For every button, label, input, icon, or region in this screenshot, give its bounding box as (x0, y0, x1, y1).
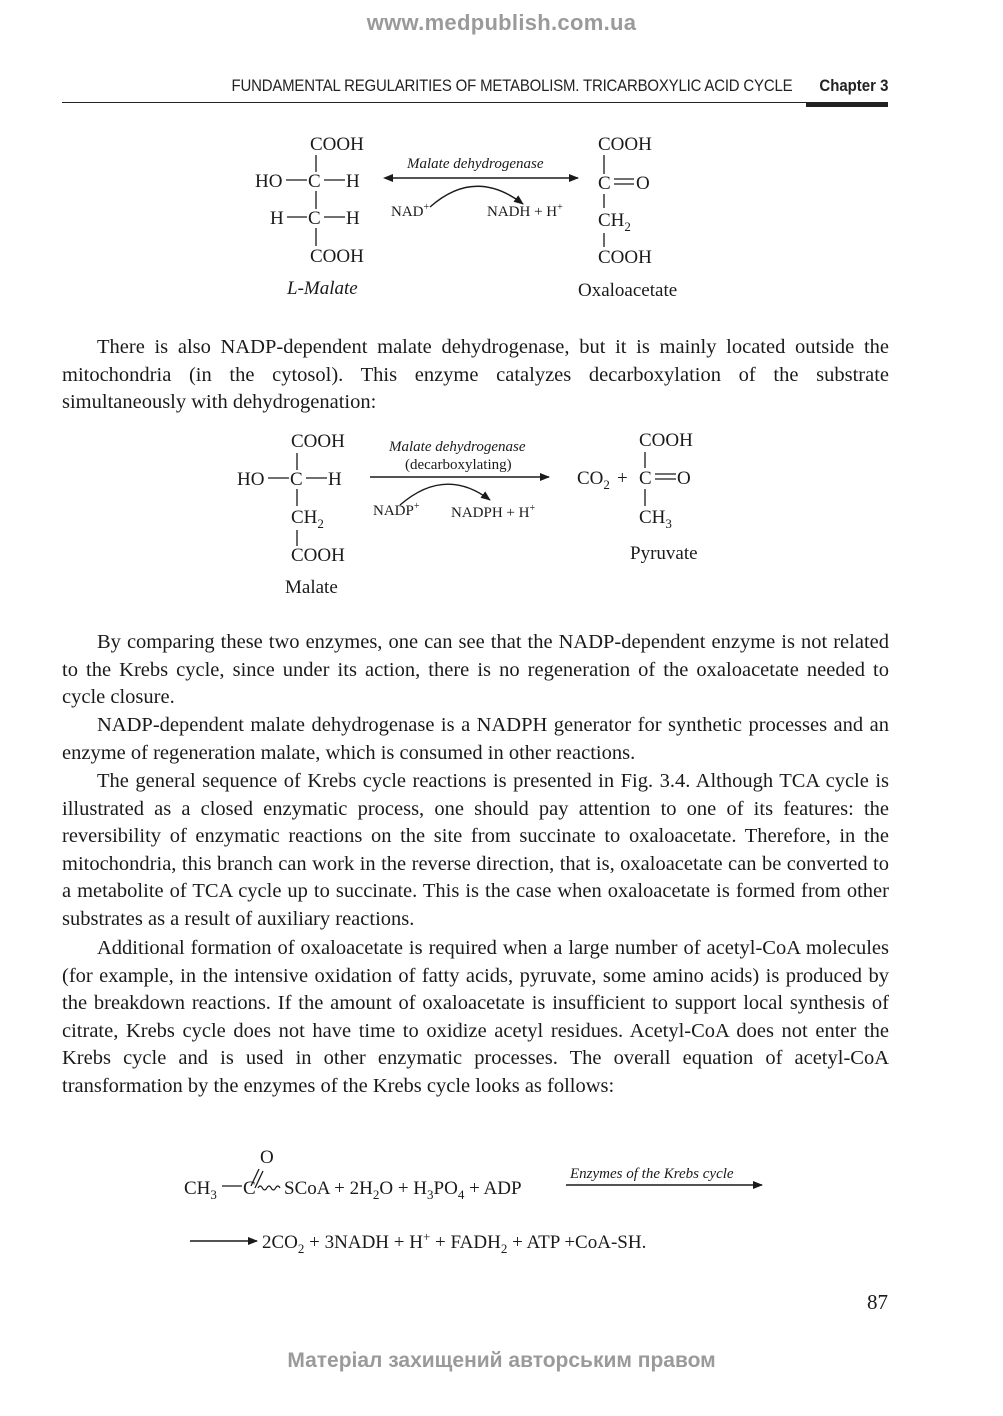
header-title: FUNDAMENTAL REGULARITIES OF METABOLISM. TRICARBOXYLIC ACID CYCLE (231, 76, 792, 95)
l-malate-c1: C (308, 171, 321, 192)
oxaloacetate-c: C (598, 173, 611, 194)
ch3-group: $CH_3$ (184, 1178, 217, 1202)
watermark-bottom: Матеріал захищений авторським правом (287, 1349, 716, 1372)
l-malate-c2: C (308, 208, 321, 229)
paragraph-2: By comparing these two enzymes, one can see that the NADP-dependent enzyme is not related to the Krebs cycle, since under its action, there is no regeneration of the oxaloacetate needed to cycle closure. (62, 631, 889, 709)
malate-cooh-top: COOH (291, 431, 345, 452)
nadh-label: NADH + H+ (487, 202, 563, 220)
chapter-bar (806, 103, 888, 107)
pyruvate-ch3: $CH_3$ (639, 507, 672, 531)
oxaloacetate-cooh-top: COOH (598, 134, 652, 155)
krebs-enzymes-label: Enzymes of the Krebs cycle (570, 1166, 734, 1182)
pyruvate-o: O (677, 468, 691, 489)
malate-label: Malate (285, 577, 338, 598)
paragraph-1: There is also NADP-dependent malate dehydrogenase, but it is mainly located outside the mitochondria (in the cytosol). This enzyme catalyzes decarboxylation of the substrate simultaneously with dehydrogenation: (62, 336, 889, 414)
thioester-wavy-bond (258, 1186, 280, 1190)
enzyme-label-1: Malate dehydrogenase (407, 156, 544, 172)
l-malate-h1: H (346, 171, 360, 192)
nad-label: NAD+ (391, 202, 430, 220)
decarboxylating-malate-dehydrogenase-scheme (0, 422, 1003, 602)
reactants: SCoA + $2H_2O + H_3PO_4$ + ADP (284, 1178, 522, 1202)
l-malate-h2: H (270, 208, 284, 229)
page-number: 87 (867, 1290, 888, 1314)
malate-h: H (328, 469, 342, 490)
l-malate-label: L-Malate (287, 278, 358, 299)
malate-ch2: $CH_2$ (291, 507, 324, 531)
carbonyl-o: O (260, 1147, 274, 1168)
l-malate-cooh-bottom: COOH (310, 246, 364, 267)
l-malate-ho: HO (255, 171, 283, 192)
oxaloacetate-ch2: $CH_2$ (598, 210, 631, 234)
enzyme-note-2: (decarboxylating) (405, 457, 512, 473)
enzyme-label-2: Malate dehydrogenase (389, 439, 526, 455)
oxaloacetate-cooh-bottom: COOH (598, 247, 652, 268)
oxaloacetate-label: Oxaloacetate (578, 280, 678, 301)
co2-label: $CO_2$ (577, 468, 610, 492)
l-malate-cooh-top: COOH (310, 134, 364, 155)
pyruvate-cooh: COOH (639, 430, 693, 451)
l-malate-h3: H (346, 208, 360, 229)
watermark-top: www.medpublish.com.ua (366, 10, 637, 35)
malate-c: C (290, 469, 303, 490)
paragraph-4: The general sequence of Krebs cycle reactions is presented in Fig. 3.4. Although TCA cycle is illustrated as a closed enzymatic process, one should pay attention to one of its features: the reversibility of enzymatic reactions on the site from succinate to oxaloacetate. Therefore, in the mitochondria, this branch can work in the reverse direction, that is, oxaloacetate can be converted to a metabolite of TCA cycle up to succinate. This is the case when oxaloacetate is formed from other substrates as a result of auxiliary reactions. (62, 770, 889, 930)
malate-dehydrogenase-scheme (0, 125, 1003, 310)
products: $2CO_2$ + 3NADH + $H^+ + FADH_2$ + ATP +CoA-SH. (262, 1229, 647, 1256)
carbonyl-c: C (243, 1178, 256, 1199)
paragraph-3: NADP-dependent malate dehydrogenase is a NADPH generator for synthetic processes and an enzyme of regeneration malate, which is consumed in other reactions. (62, 714, 889, 764)
pyruvate-label: Pyruvate (630, 543, 698, 564)
running-header (62, 72, 888, 103)
malate-ho: HO (237, 469, 265, 490)
paragraph-5: Additional formation of oxaloacetate is required when a large number of acetyl-CoA molecules (for example, in the intensive oxidation of fatty acids, pyruvate, some amino acids) is produced by the breakdown reactions. If the amount of oxaloacetate is insufficient to support local synthesis of citrate, Krebs cycle does not have time to oxidize acetyl residues. Acetyl-CoA does not enter the Krebs cycle and is used in other enzymatic processes. The overall equation of acetyl-CoA transformation by the enzymes of the Krebs cycle looks as follows: (62, 937, 889, 1097)
nadph-label: NADPH + H+ (451, 503, 536, 521)
plus-sign: + (617, 468, 628, 489)
oxaloacetate-o: O (636, 173, 650, 194)
acetyl-coa-overall-equation (0, 1140, 1003, 1265)
nadp-label: NADP+ (373, 501, 420, 519)
header-chapter: Chapter 3 (818, 76, 888, 95)
malate-cooh-bottom: COOH (291, 545, 345, 566)
pyruvate-c: C (639, 468, 652, 489)
